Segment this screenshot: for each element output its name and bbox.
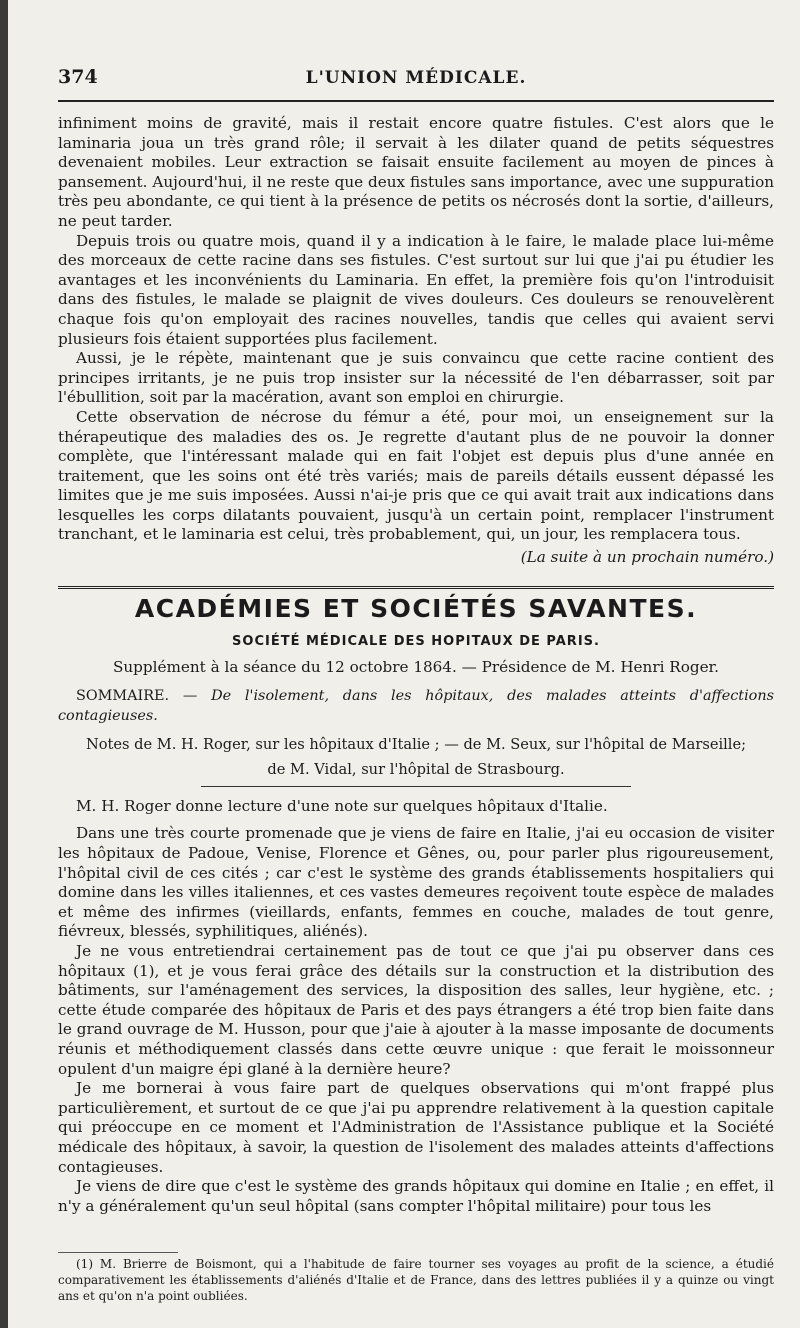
paragraph: Cette observation de nécrose du fémur a été, pour moi, un enseignement sur la thérapeutique des maladies des os. Je regrette d'autant plus de ne pouvoir la donner complète, que l'intéressant malade qui en fait l'objet est depuis plus d'une année en traitement, que les soins ont été très variés; mais de pareils détails eussent dépassé les limites que je me suis imposées. Aussi n'ai-je pris que ce qui avait trait aux indications dans lesquelles les corps dilatants pouvaient, jusqu'à un certain point, remplacer l'instrument tranchant, et le laminaria est celui, très probablement, qui, un jour, les remplacera tous. xyxy=(58,407,774,544)
paragraph: Depuis trois ou quatre mois, quand il y a indication à le faire, le malade place lui-même des morceaux de cette racine dans ses fistules. C'est surtout sur lui que j'ai pu étudier les avantages et les inconvénients du Laminaria. En effet, la première fois qu'on l'introduisit dans des fistules, le malade se plaignit de vives douleurs. Ces douleurs se renouvelèrent chaque fois qu'on employait des racines nouvelles, tandis que celles qui avaient servi plusieurs fois étaient supportées plus facilement. xyxy=(58,231,774,348)
session-line: Supplément à la séance du 12 octobre 1864. — Présidence de M. Henri Roger. xyxy=(113,657,719,676)
footnote-rule xyxy=(58,1252,178,1253)
sommaire-label: SOMMAIRE. xyxy=(76,688,170,705)
paragraph: Je viens de dire que c'est le système des grands hôpitaux qui domine en Italie ; en effet, il n'y a généralement qu'un seul hôpital (sans compter l'hôpital militaire) pour tous les xyxy=(58,1177,774,1215)
paragraph: Je me bornerai à vous faire part de quelques observations qui m'ont frappé plus particulièrement, et surtout de ce que j'ai pu apprendre relativement à la question capitale qui préoccupe en ce moment et l'Administration de l'Assistance publique et la Société médicale des hôpitaux, à savoir, la question de l'isolement des malades atteints d'affections contagieuses. xyxy=(58,1079,774,1176)
paragraph: Je ne vous entretiendrai certainement pas de tout ce que j'ai pu observer dans ces hôpitaux (1), et je vous ferai grâce des détails sur la construction et la distribution des bâtiments, sur l'aménagement des services, la disposition des salles, leur hygiène, etc. ; cette étude comparée des hôpitaux de Paris et des pays étrangers a été trop bien faite dans le grand ouvrage de M. Husson, pour que j'aie à ajouter à la masse imposante de documents réunis et méthodiquement classés dans cette œuvre unique : que ferait le moissonneur opulent d'un maigre épi glané à la dernière heure? xyxy=(58,941,774,1078)
continuation-note: (La suite à un prochain numéro.) xyxy=(520,548,774,567)
sommaire-text: — De l'isolement, dans les hôpitaux, des malades atteints d'affections contagieuses. xyxy=(58,688,774,725)
footnote-text: (1) M. Brierre de Boismont, qui a l'habitude de faire tourner ses voyages au profit de la science, a étudié comparativement les établissements d'aliénés d'Italie et de France, dans des lettres publiées il y a quinze ou vingt ans et qu'on n'a point oubliées. xyxy=(58,1257,774,1303)
paragraph: Aussi, je le répète, maintenant que je suis convaincu que cette racine contient des principes irritants, je ne puis trop insister sur la nécessité de l'en débarrasser, soit par l'ébullition, soit par la macération, avant son emploi en chirurgie. xyxy=(58,349,774,407)
running-title: L'UNION MÉDICALE. xyxy=(305,68,527,88)
paragraph: infiniment moins de gravité, mais il restait encore quatre fistules. C'est alors que le laminaria joua un très grand rôle; il servait à les dilater quand de petits séquestres devenaient mobiles. Leur extraction se faisait ensuite facilement au moyen de pinces à pansement. Aujourd'hui, il ne reste que deux fistules sans importance, avec une suppuration très peu abondante, ce qui tient à la présence de petits os nécrosés dont la sortie, d'ailleurs, ne peut tarder. xyxy=(58,114,774,230)
section-divider xyxy=(58,586,774,589)
society-title: SOCIÉTÉ MÉDICALE DES HOPITAUX DE PARIS. xyxy=(232,634,600,650)
notes-line: de M. Vidal, sur l'hôpital de Strasbourg. xyxy=(267,761,565,779)
divider xyxy=(201,786,631,787)
paragraph: Dans une très courte promenade que je viens de faire en Italie, j'ai eu occasion de visiter les hôpitaux de Padoue, Venise, Florence et Gênes, ou, pour parler plus rigoureusement, l'hôpital civil de ces cités ; car c'est le système des grands établissements hospitaliers qui domine dans les villes italiennes, et ces vastes demeures reçoivent toute espèce de malades et même des infirmes (vieillards, enfants, femmes en couche, malades de tout genre, fiévreux, blessés, syphilitiques, aliénés). xyxy=(58,824,774,941)
footnote xyxy=(58,1256,774,1304)
header-rule xyxy=(58,100,774,102)
intro-line: M. H. Roger donne lecture d'une note sur quelques hôpitaux d'Italie. xyxy=(76,796,608,815)
sommaire xyxy=(58,687,774,726)
page-number: 374 xyxy=(58,66,98,88)
page-header xyxy=(58,66,774,96)
section-title: ACADÉMIES ET SOCIÉTÉS SAVANTES. xyxy=(134,593,698,623)
notes-line: Notes de M. H. Roger, sur les hôpitaux d'Italie ; — de M. Seux, sur l'hôpital de Marseille; xyxy=(85,735,747,753)
page-body xyxy=(58,114,774,1216)
